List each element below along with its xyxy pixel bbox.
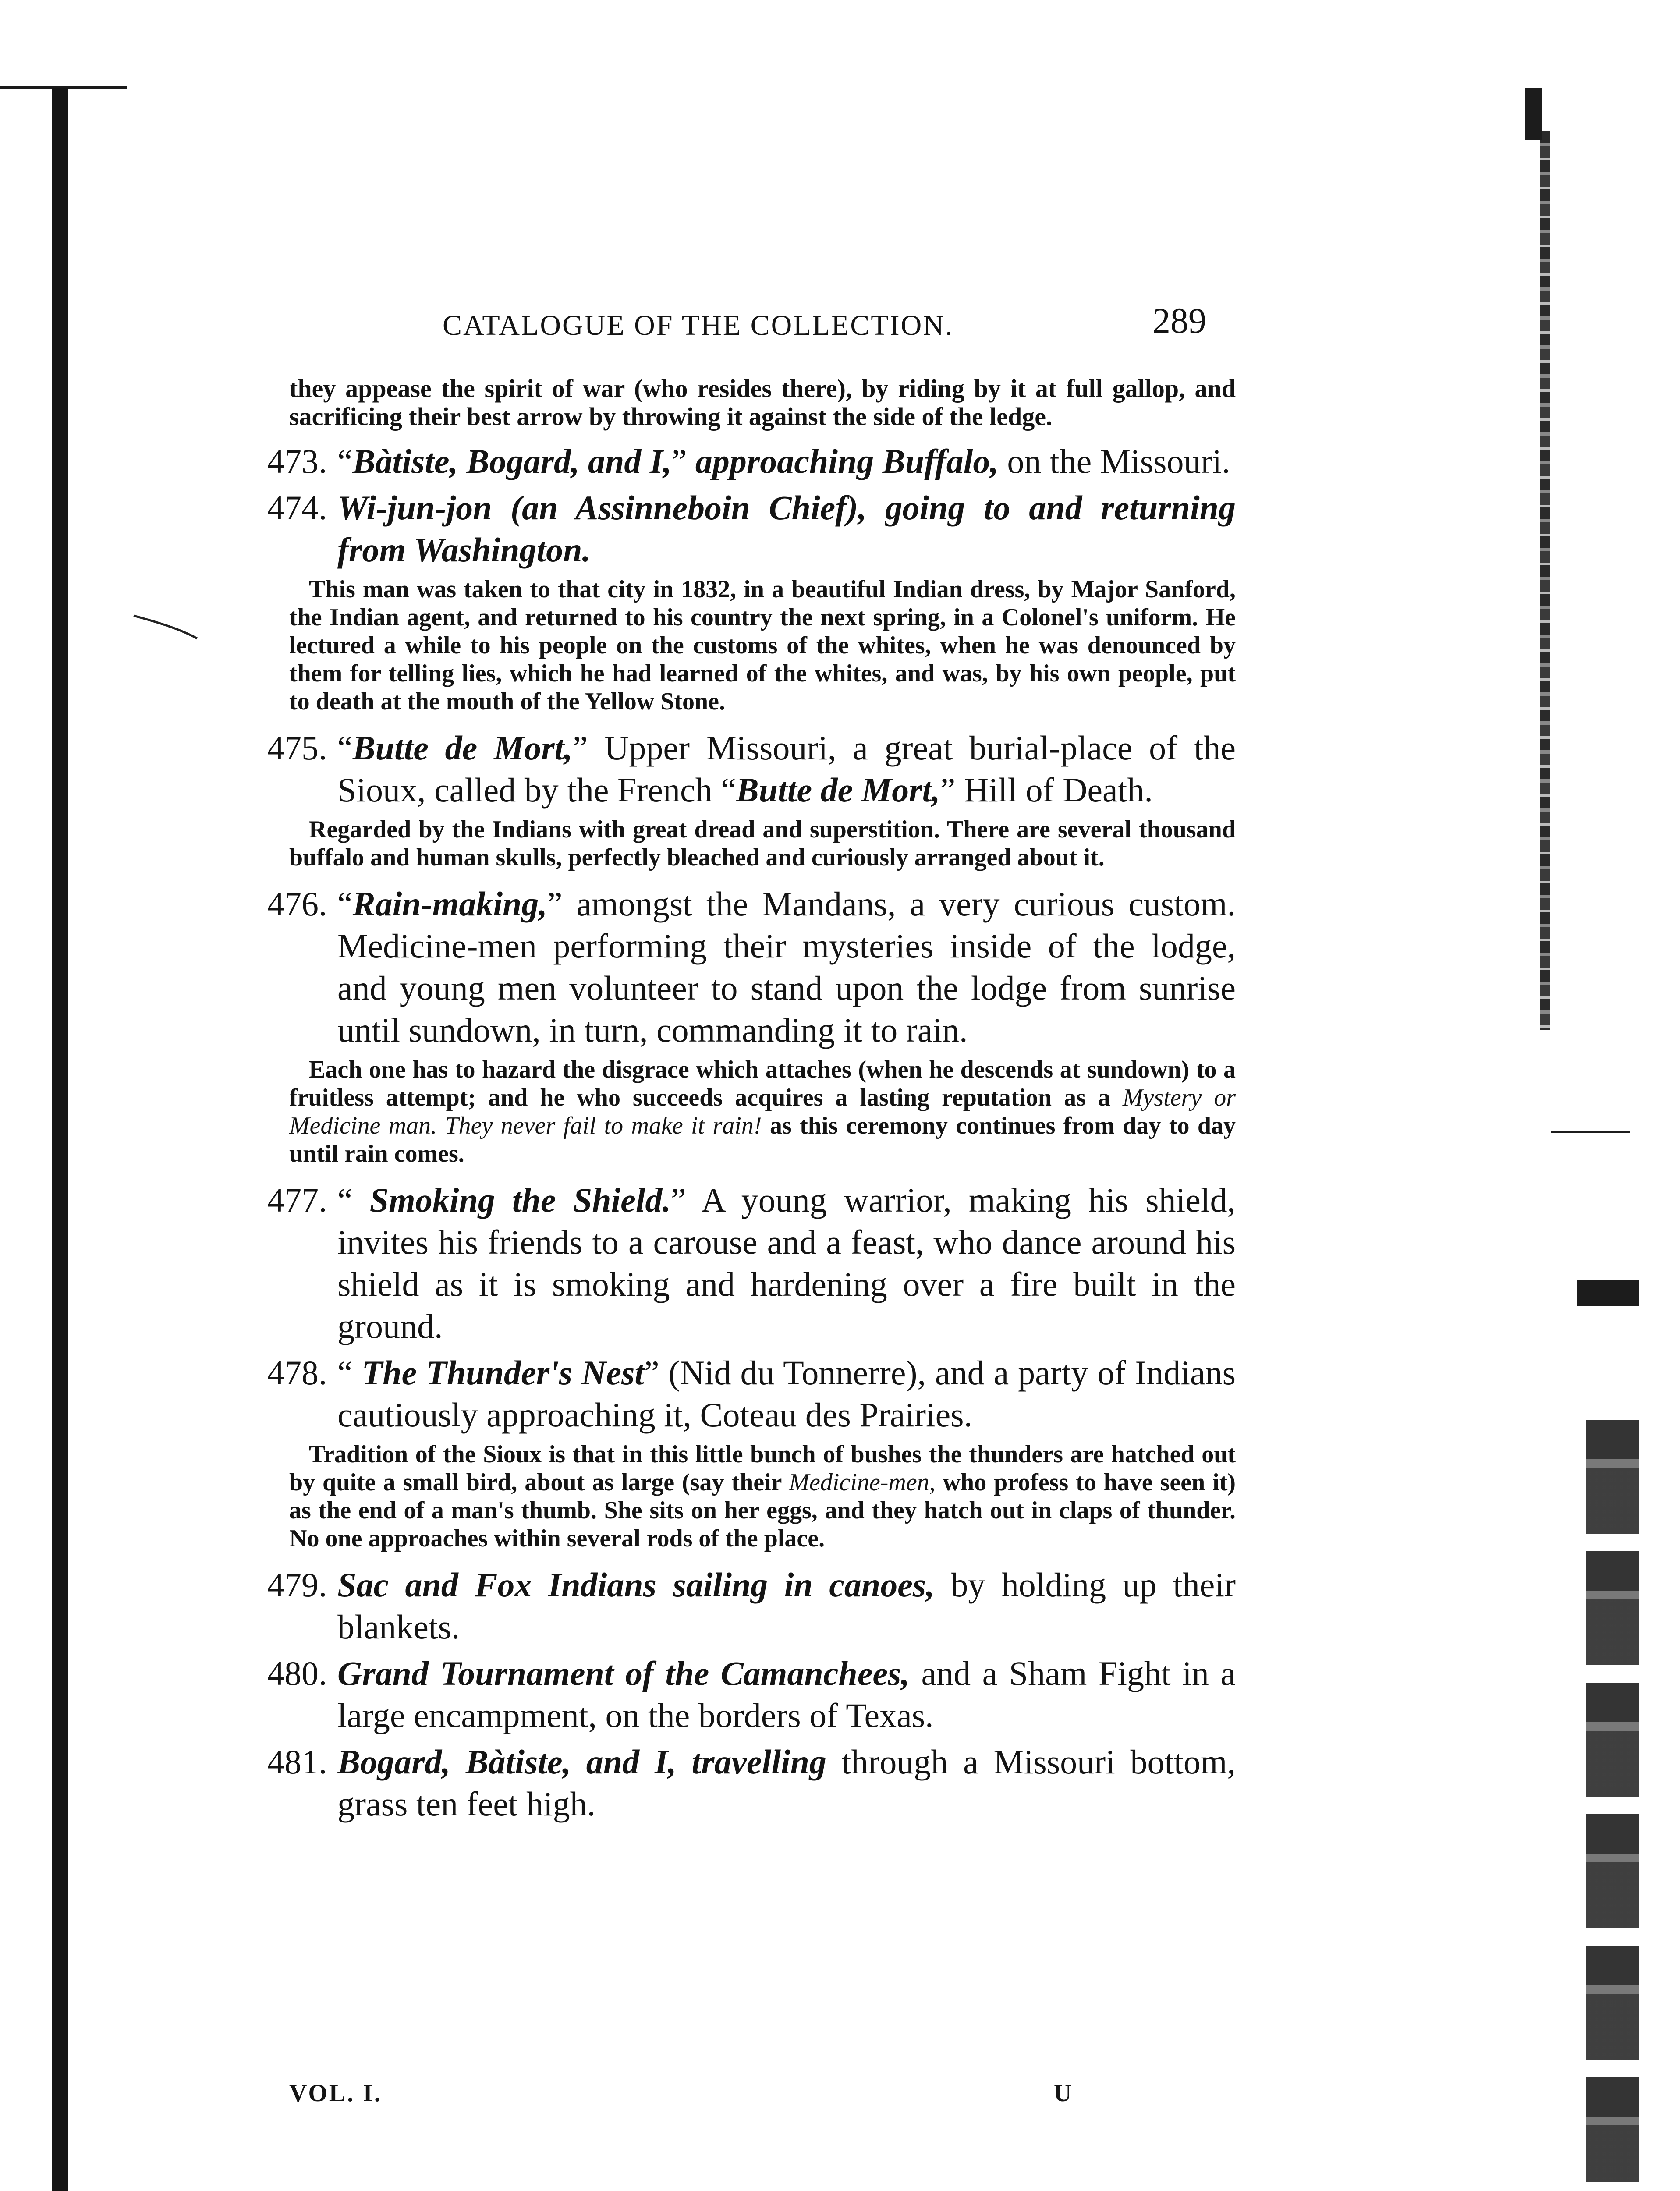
signature-mark: U <box>1054 2080 1072 2107</box>
binding-edge-bar <box>52 88 68 2191</box>
volume-label: VOL. I. <box>289 2080 383 2107</box>
running-title: CATALOGUE OF THE COLLECTION. <box>443 309 954 341</box>
entry-number: 476. <box>267 885 327 923</box>
entry-number: 478. <box>267 1354 327 1392</box>
entry-number: 474. <box>267 489 327 527</box>
entry-number: 479. <box>267 1566 327 1604</box>
entry-note: Each one has to hazard the disgrace which attaches (when he descends at sundown) to a fruitless attempt; and he who succeeds acquires a lasting reputation as a Mystery or Medicine man. They never fail to make it rain! as this ceremony continues from day to day until rain comes. <box>289 1056 1236 1167</box>
entry-heading: 477. “ Smoking the Shield.” A young warrior, making his shield, invites his friends to a carouse and a feast, who dance around his shield as it is smoking and hardening over a fire built in the ground. <box>289 1179 1236 1347</box>
pencil-mark <box>131 611 202 642</box>
entry-heading: 480. Grand Tournament of the Camanchees, and a Sham Fight in a large encampment, on the borders of Texas. <box>289 1652 1236 1737</box>
entry-number: 481. <box>267 1743 327 1781</box>
entry-heading: 473. “Bàtiste, Bogard, and I,” approaching Buffalo, on the Missouri. <box>289 440 1236 482</box>
entry-number: 480. <box>267 1654 327 1692</box>
catalogue-entry-473 <box>267 440 1236 482</box>
bleed-through-strip <box>1586 1420 1639 2182</box>
entry-heading: 474. Wi-jun-jon (an Assinneboin Chief), going to and returning from Washington. <box>289 487 1236 571</box>
entry-note: This man was taken to that city in 1832, in a beautiful Indian dress, by Major Sanford, the Indian agent, and returned to his country the next spring, in a Colonel's uniform. He lectured a while to his people on the customs of the whites, when he was denounced by them for telling lies, which he had learned of the whites, and was, by his own people, put to death at the mouth of the Yellow Stone. <box>289 576 1236 715</box>
entry-heading: 481. Bogard, Bàtiste, and I, travelling through a Missouri bottom, grass ten feet high. <box>289 1741 1236 1825</box>
entry-number: 473. <box>267 442 327 480</box>
catalogue-entry-476 <box>267 883 1236 1168</box>
entry-number: 475. <box>267 729 327 767</box>
catalogue-entry-474 <box>267 487 1236 716</box>
page-number: 289 <box>1152 301 1206 340</box>
entry-number: 477. <box>267 1181 327 1219</box>
catalogue-entry-478 <box>267 1352 1236 1553</box>
entry-heading: 479. Sac and Fox Indians sailing in canoes, by holding up their blankets. <box>289 1564 1236 1648</box>
entry-heading: 476. “Rain-making,” amongst the Mandans, a very curious custom. Medicine-men performing their mysteries inside of the lodge, and young men volunteer to stand upon the lodge from sunrise until sundown, in turn, commanding it to rain. <box>289 883 1236 1051</box>
catalogue-entry-481 <box>267 1741 1236 1825</box>
entry-note: Regarded by the Indians with great dread and superstition. There are several thousand buffalo and human skulls, perfectly bleached and curiously arranged about it. <box>289 816 1236 871</box>
edge-artifact <box>1525 88 1542 140</box>
catalogue-entry-480 <box>267 1652 1236 1737</box>
page-edge-strip <box>1540 131 1550 1030</box>
entry-heading: 478. “ The Thunder's Nest” (Nid du Tonnerre), and a party of Indians cautiously approaching it, Coteau des Prairies. <box>289 1352 1236 1436</box>
entry-note: Tradition of the Sioux is that in this little bunch of bushes the thunders are hatched out by quite a small bird, about as large (say their Medicine-men, who profess to have seen it) as the end of a man's thumb. She sits on her eggs, and they hatch out in claps of thunder. No one approaches within several rods of the place. <box>289 1441 1236 1552</box>
catalogue-entry-477 <box>267 1179 1236 1347</box>
entry-heading: 475. “Butte de Mort,” Upper Missouri, a great burial-place of the Sioux, called by the French “Butte de Mort,” Hill of Death. <box>289 727 1236 811</box>
edge-artifact <box>1577 1280 1639 1306</box>
continuation-paragraph: they appease the spirit of war (who resides there), by riding by it at full gallop, and sacrificing their best arrow by throwing it against the side of the ledge. <box>289 374 1236 431</box>
text-body <box>267 374 1236 1829</box>
edge-artifact <box>1551 1131 1630 1133</box>
catalogue-entry-479 <box>267 1564 1236 1648</box>
catalogue-entry-475 <box>267 727 1236 872</box>
